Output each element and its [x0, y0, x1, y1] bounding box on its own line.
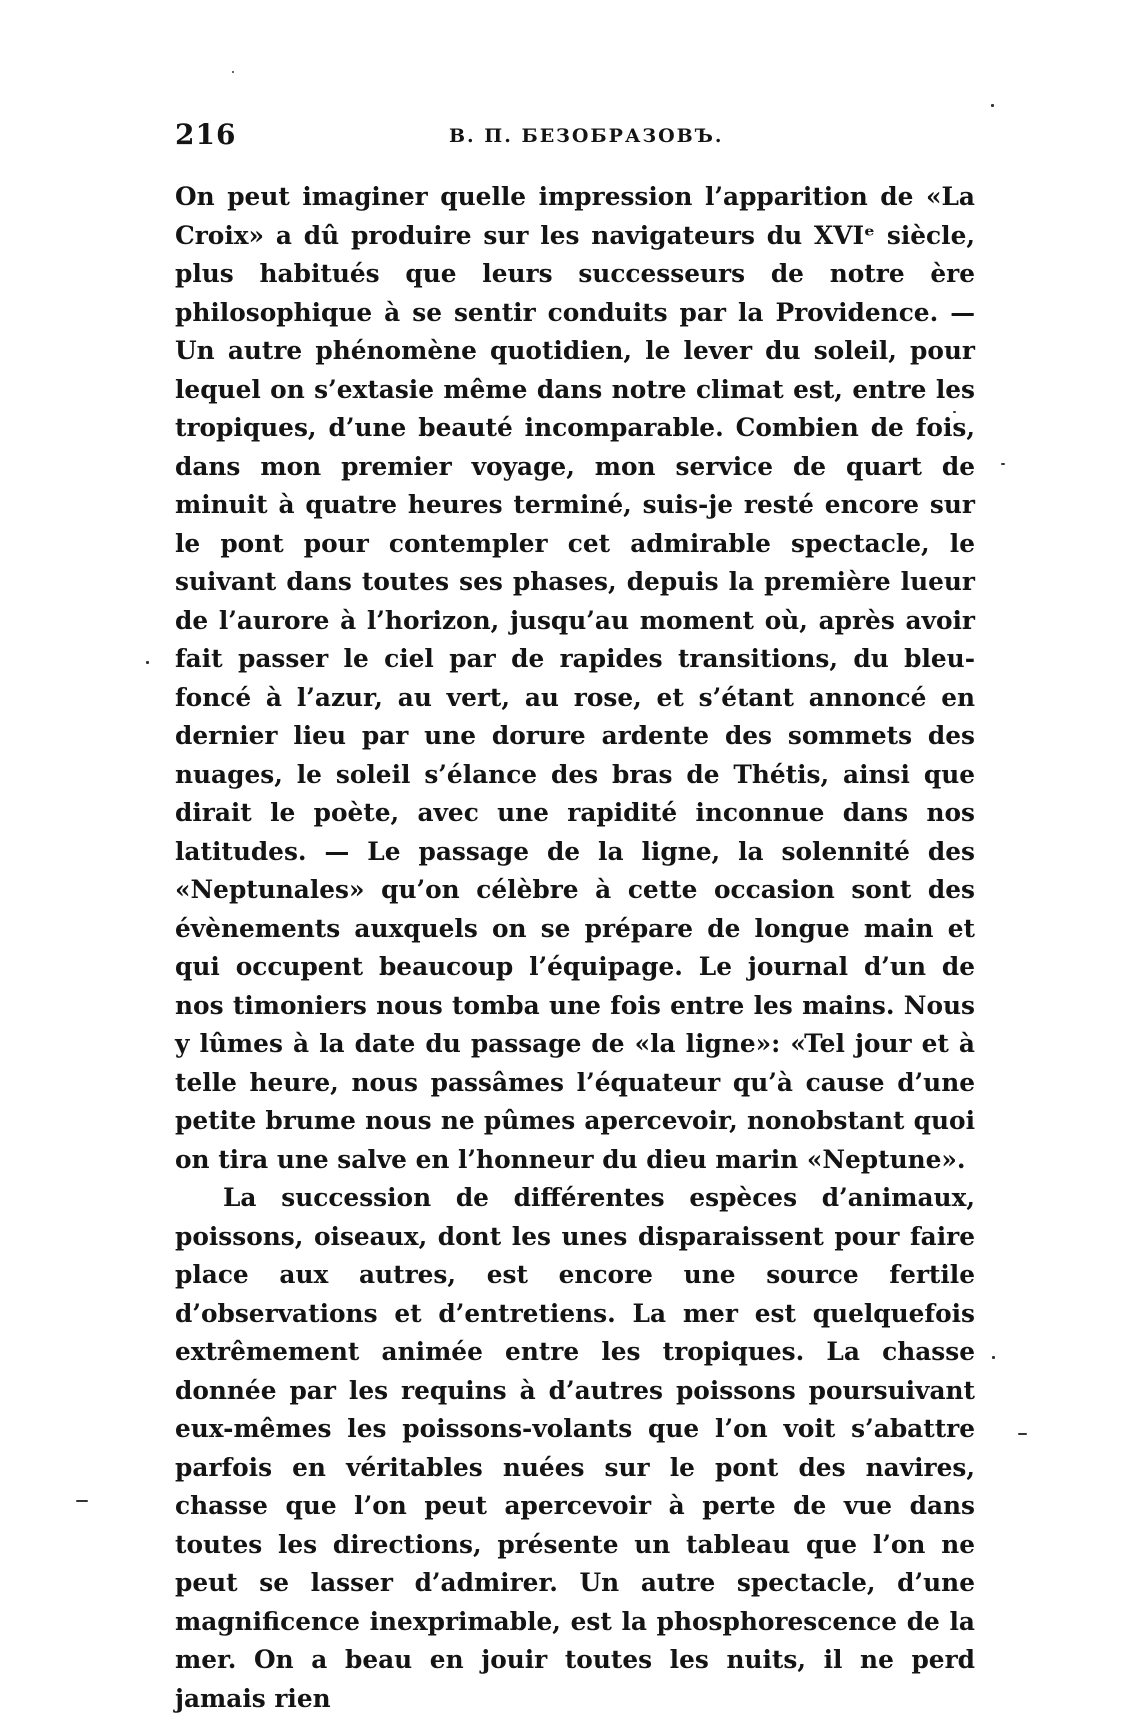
scan-speck [232, 71, 234, 73]
scan-speck [991, 104, 994, 107]
paragraph-2: La succession de différentes espèces d’animaux, poissons, oiseaux, dont les unes disparaissent pour faire place aux autres, est encore une source fertile d’observations et d’entretiens. La mer est quelquefois extrêmement animée entre les tropiques. La chasse donnée par les requins à d’autres poissons poursuivant eux-mêmes les poissons-volants que l’on voit s’abattre parfois en véritables nuées sur le pont des navires, chasse que l’on peut apercevoir à perte de vue dans toutes les directions, présente un tableau que l’on ne peut se lasser d’admirer. Un autre spectacle, d’une magnificence inexprimable, est la phosphorescence de la mer. On a beau en jouir toutes les nuits, il ne perd jamais rien [175, 1183, 975, 1713]
scan-speck [992, 1356, 995, 1359]
scan-speck [1018, 1433, 1027, 1435]
body-text [175, 178, 975, 1718]
running-head: В. П. БЕЗОБРАЗОВЪ. [449, 125, 724, 147]
scan-speck [953, 411, 956, 413]
scan-speck [146, 661, 149, 664]
paragraph-1: On peut imaginer quelle impression l’apparition de «La Croix» a dû produire sur les navigateurs du XVIᵉ siècle, plus habitués que leurs successeurs de notre ère philosophique à se sentir conduits par la Providence. — Un autre phénomène quotidien, le lever du soleil, pour lequel on s’extasie même dans notre climat est, entre les tropiques, d’une beauté incomparable. Combien de fois, dans mon premier voyage, mon service de quart de minuit à quatre heures terminé, suis-je resté encore sur le pont pour contempler cet admirable spectacle, le suivant dans toutes ses phases, depuis la première lueur de l’aurore à l’horizon, jusqu’au moment où, après avoir fait passer le ciel par de rapides transitions, du bleu-foncé à l’azur, au vert, au rose, et s’étant annoncé en dernier lieu par une dorure ardente des sommets des nuages, le soleil s’élance des bras de Thétis, ainsi que dirait le poète, avec une rapidité inconnue dans nos latitudes. — Le passage de la ligne, la solennité des «Neptunales» qu’on célèbre à cette occasion sont des évènements auxquels on se prépare de longue main et qui occupent beaucoup l’équipage. Le journal d’un de nos timoniers nous tomba une fois entre les mains. Nous y lûmes à la date du passage de «la ligne»: «Tel jour et à telle heure, nous passâmes l’équateur qu’à cause d’une petite brume nous ne pûmes apercevoir, nonobstant quoi on tira une salve en l’honneur du dieu marin «Neptune». [175, 182, 975, 1174]
page-header [175, 118, 975, 158]
scan-speck [1001, 463, 1005, 465]
scan-speck [76, 1500, 88, 1502]
page-number: 216 [175, 118, 237, 151]
